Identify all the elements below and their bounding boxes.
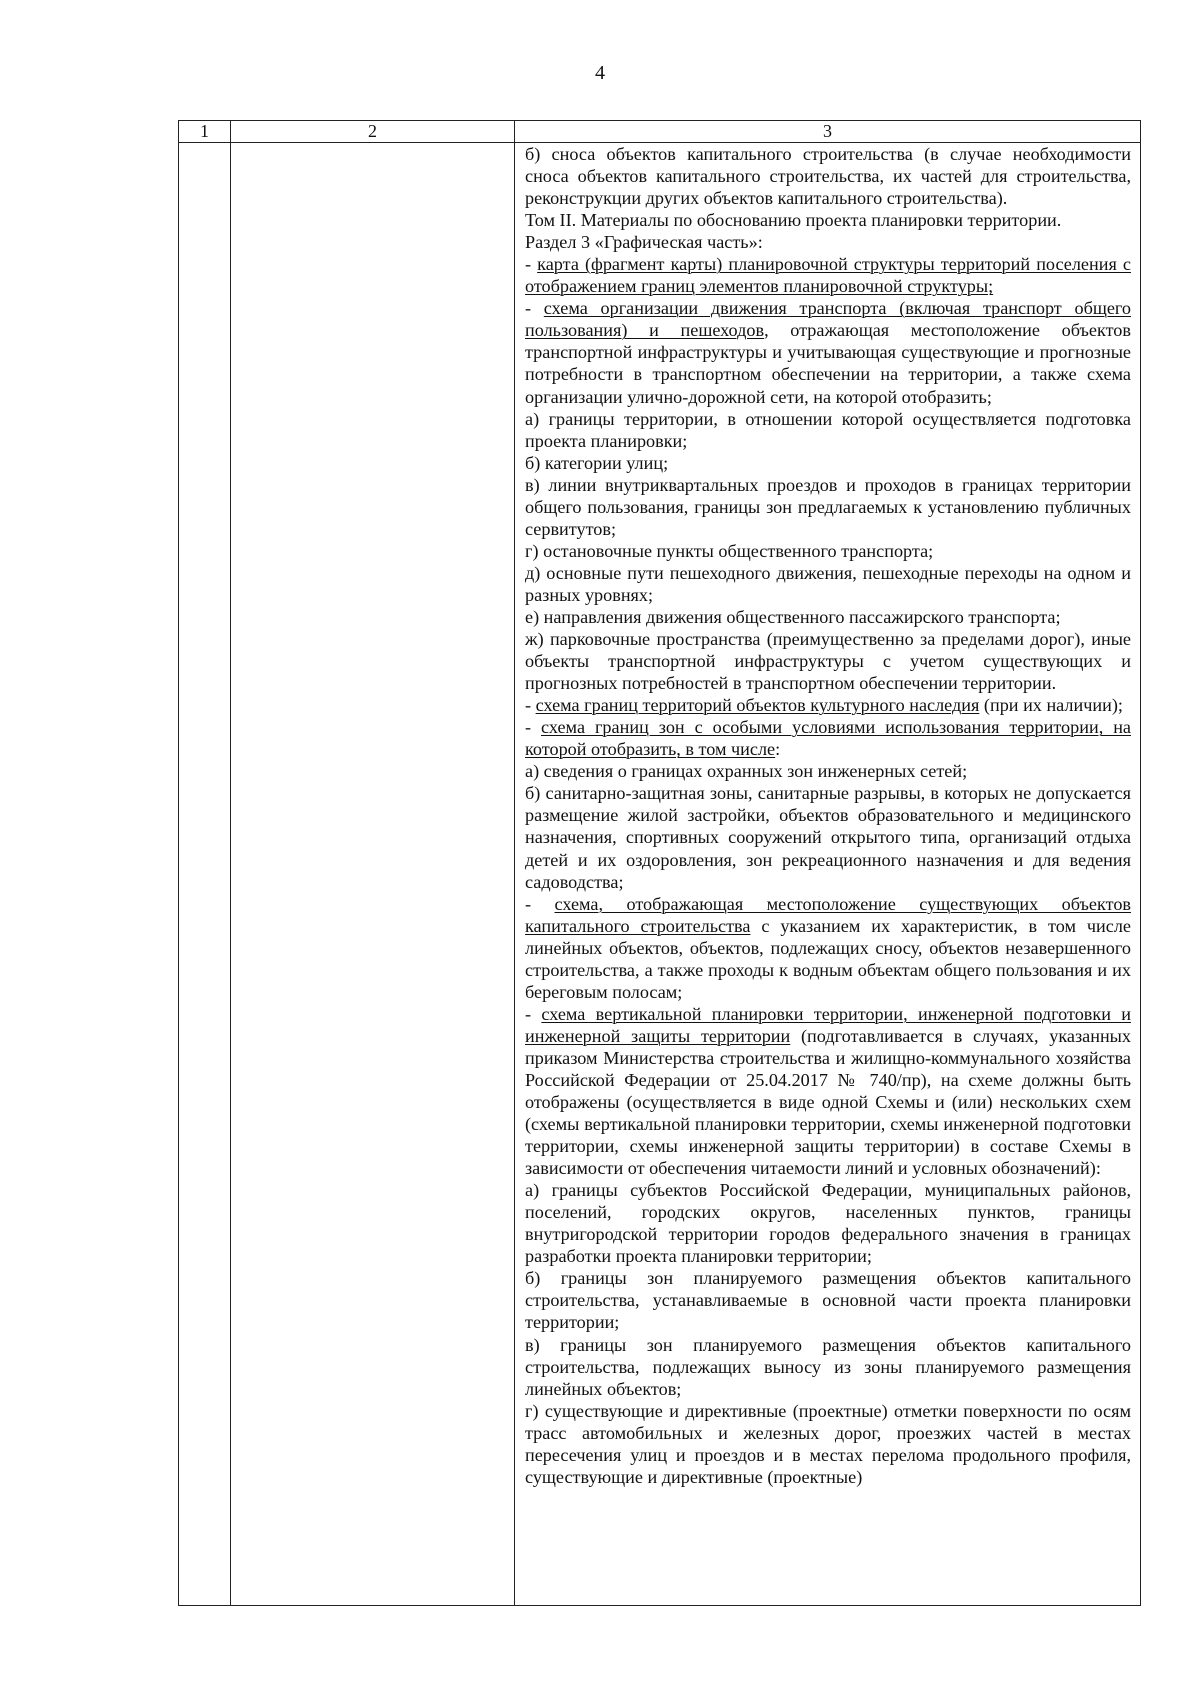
column-header-1: 1 xyxy=(179,121,231,143)
paragraph: ж) парковочные пространства (преимущественно за пределами дорог), иные объекты транспортной инфраструктуры с учетом существующих и прогнозных потребностей в транспортном обеспечении территории. xyxy=(525,629,1131,694)
table-header-row xyxy=(179,121,1141,143)
list-dash: - xyxy=(525,1003,542,1024)
paragraph: а) границы территории, в отношении которой осуществляется подготовка проекта планировки; xyxy=(525,408,1131,451)
paragraph: д) основные пути пешеходного движения, пешеходные переходы на одном и разных уровнях; xyxy=(525,562,1131,605)
paragraph: Раздел 3 «Графическая часть»: xyxy=(525,232,763,253)
column-header-3: 3 xyxy=(515,121,1141,143)
list-dash: - xyxy=(525,298,544,319)
underlined-item-title: схема границ зон с особыми условиями использования территории, на которой отобразить, в том числе xyxy=(525,717,1131,760)
paragraph: а) границы субъектов Российской Федерации, муниципальных районов, поселений, городских округов, населенных пунктов, границы внутригородской территории городов федерального значения в границах разработки проекта планировки территории; xyxy=(525,1180,1131,1267)
paragraph: б) сноса объектов капитального строительства (в случае необходимости сноса объектов капитального строительства, их частей для строительства, реконструкции других объектов капитального строительства). xyxy=(525,144,1131,209)
column-header-2: 2 xyxy=(231,121,515,143)
paragraph: б) границы зон планируемого размещения объектов капитального строительства, устанавливаемые в основной части проекта планировки территории; xyxy=(525,1268,1131,1333)
paragraph xyxy=(525,297,1131,407)
paragraph xyxy=(525,694,1131,716)
paragraph xyxy=(525,716,1131,760)
document-table xyxy=(178,120,1141,1606)
paragraph: в) линии внутриквартальных проездов и проходов в границах территории общего пользования, границы зон предлагаемых к установлению публичных сервитутов; xyxy=(525,474,1131,539)
item-description: , отражающая местоположение объектов транспортной инфраструктуры и учитывающая существующие и прогнозные потребности в транспортном обеспечении на территории, а также схема организации улично-дорожной сети, на которой отобразить; xyxy=(525,320,1131,407)
list-dash: - xyxy=(525,717,542,738)
paragraph: а) сведения о границах охранных зон инженерных сетей; xyxy=(525,761,968,782)
paragraph xyxy=(525,1003,1131,1179)
underlined-item-title: схема границ территорий объектов культурного наследия xyxy=(535,695,980,716)
page-number: 4 xyxy=(595,62,605,84)
item-description: : xyxy=(775,739,781,760)
list-dash: - xyxy=(525,893,555,914)
underlined-item-title: схема, отображающая местоположение существующих объектов капитального строительства xyxy=(525,893,1131,936)
item-description: (подготавливается в случаях, указанных приказом Министерства строительства и жилищно-коммунального хозяйства Российской Федерации от 25.04.2017 № 740/пр), на схеме должны быть отображены (осуществляется в виде одной Схемы и (или) нескольких схем (схемы вертикальной планировки территории, схемы инженерной подготовки территории, схемы инженерной защиты территории) в составе Схемы в зависимости от обеспечения читаемости линий и условных обозначений): xyxy=(525,1025,1131,1179)
paragraph: в) границы зон планируемого размещения объектов капитального строительства, подлежащих выносу из зоны планируемого размещения линейных объектов; xyxy=(525,1334,1131,1399)
cell-column-1 xyxy=(179,143,231,1606)
underlined-item-title: схема организации движения транспорта (включая транспорт общего пользования) и пешеходов xyxy=(525,298,1131,341)
cell-column-2 xyxy=(231,143,515,1606)
paragraph: е) направления движения общественного пассажирского транспорта; xyxy=(525,606,1061,627)
list-dash: - xyxy=(525,695,536,716)
requirements-text xyxy=(515,143,1140,1488)
paragraph xyxy=(525,893,1131,1003)
table-body-row xyxy=(179,143,1141,1606)
paragraph: г) остановочные пункты общественного транспорта; xyxy=(525,540,934,561)
item-description: (при их наличии); xyxy=(979,695,1123,716)
paragraph: Том II. Материалы по обоснованию проекта планировки территории. xyxy=(525,210,1062,231)
underlined-item-title: схема вертикальной планировки территории, инженерной подготовки и инженерной защиты территории xyxy=(525,1003,1132,1046)
list-dash: - xyxy=(525,254,538,275)
paragraph xyxy=(525,253,1131,297)
paragraph: б) санитарно-защитная зоны, санитарные разрывы, в которых не допускается размещение жилой застройки, объектов образовательного и медицинского назначения, спортивных сооружений открытого типа, организаций отдыха детей и их оздоровления, зон рекреационного назначения и для ведения садоводства; xyxy=(525,783,1131,892)
paragraph: г) существующие и директивные (проектные) отметки поверхности по осям трасс автомобильных и железных дорог, проезжих частей в местах пересечения улиц и проездов и в местах перелома продольного профиля, существующие и директивные (проектные) xyxy=(525,1400,1131,1487)
paragraph: б) категории улиц; xyxy=(525,452,669,473)
underlined-item-title: карта (фрагмент карты) планировочной структуры территорий поселения с отображением границ элементов планировочной структуры; xyxy=(525,254,1131,297)
cell-column-3 xyxy=(515,143,1141,1606)
item-description: с указанием их характеристик, в том числе линейных объектов, объектов, подлежащих сносу, объектов незавершенного строительства, а также проходы к водным объектам общего пользования и их береговым полосам; xyxy=(525,915,1131,1002)
